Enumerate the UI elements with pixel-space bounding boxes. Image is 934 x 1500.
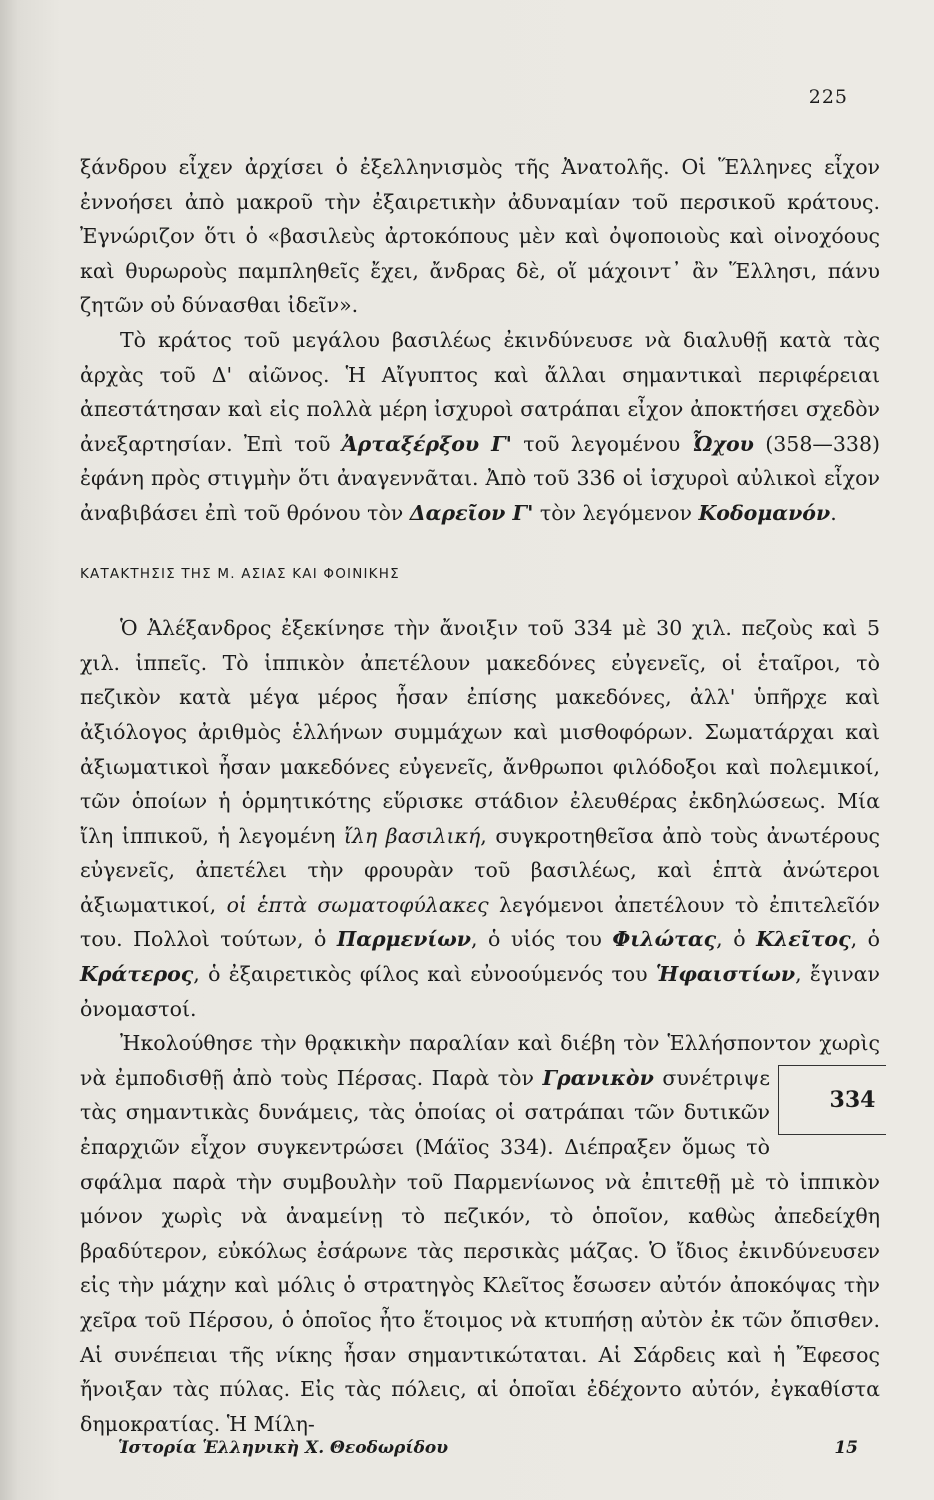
name-granicus: Γρανικὸν (542, 1065, 654, 1090)
page-footer (118, 1438, 858, 1458)
text-run: συνέτριψε τὰς σημαντικὰς δυνάμεις, τὰς ὁποίας οἱ σατράπαι τῶν δυτικῶν ἐπαρχιῶν εἶχον συγκεντρώσει (Μάϊος 334). Διέπραξεν ὅμως τὸ σφάλμα παρὰ τὴν συμβουλὴν τοῦ Παρμενίωνος νὰ ἐπιτεθῇ μὲ τὸ ἱππικὸν μόνον χωρὶς νὰ ἀναμείνῃ τὸ πεζικόν, τὸ ὁποῖον, καθὼς ἀπεδείχθη βραδύτερον, εὐκόλως ἐσάρωνε τὰς περσικὰς μάζας. Ὁ ἴδιος ἐκινδύνευσεν εἰς τὴν μάχην καὶ μόλις ὁ στρατηγὸς Κλεῖτος ἔσωσεν αὐτόν ἀποκόψας τὴν χεῖρα τοῦ Πέρσου, ὁ ὁποῖος ἦτο ἕτοιμος νὰ κτυπήσῃ αὐτὸν ἐκ τῶν ὄπισθεν. Αἱ συνέπειαι τῆς νίκης ἦσαν σημαντικώταται. Αἱ Σάρδεις καὶ ἡ Ἔφεσος ἤνοιξαν τὰς πύλας. Εἰς τὰς πόλεις, αἱ ὁποῖαι ἐδέχοντο αὐτόν, ἐγκαθίστα δημοκρατίας. Ἡ Μίλη- (80, 1065, 880, 1436)
text-run: , ὁ (850, 927, 880, 952)
text-run: , ὁ υἱός του (471, 927, 613, 952)
name-philotas: Φιλώτας (612, 927, 717, 952)
text-run: , συγκροτηθεῖσα ἀπὸ τοὺς ἀνωτέρους εὐγενεῖς, ἀπετέλει τὴν φρουρὰν τοῦ βασιλέως, καὶ ἑπτὰ ἀνώτεροι ἀξιωματικοί, (80, 823, 880, 917)
italic-somatophylakes: οἱ ἑπτὰ σωματοφύλακες (226, 892, 489, 917)
text-run: τὸν λεγόμενον (533, 500, 699, 525)
section-heading: ΚΑΤΑΚΤΗΣΙΣ ΤΗΣ Μ. ΑΣΙΑΣ ΚΑΙ ΦΟΙΝΙΚΗΣ (80, 565, 400, 582)
text-run: (358—338) ἐφάνη πρὸς στιγμὴν ὅτι ἀναγεννᾶται. Ἀπὸ τοῦ 336 οἱ ἰσχυροὶ αὐλικοὶ εἶχον ἀναβιβάσει ἐπὶ τοῦ θρόνου τὸν (80, 431, 880, 525)
text-run: , ὁ (716, 927, 757, 952)
text-run: τοῦ λεγομένου (511, 431, 692, 456)
page-number: 225 (808, 86, 848, 108)
name-hephaistion: Ἡφαιστίων (655, 962, 796, 987)
name-ochus: Ὦχου (691, 431, 754, 456)
paragraph-granicus (80, 1026, 880, 1441)
paragraph-persian-state (80, 323, 880, 531)
name-kleitos: Κλεῖτος (756, 927, 851, 952)
name-krateros: Κράτερος (80, 962, 194, 987)
margin-date-box: 334 (778, 1065, 886, 1135)
name-parmenion: Παρμενίων (336, 927, 471, 952)
text-run: Ὁ Ἀλέξανδρος ἐξεκίνησε τὴν ἄνοιξιν τοῦ 334 μὲ 30 χιλ. πεζοὺς καὶ 5 χιλ. ἱππεῖς. Τὸ ἱππικὸν ἀπετέλουν μακεδόνες εὐγενεῖς, οἱ ἑταῖροι, τὸ πεζικὸν κατὰ μέγα μέρος ἦσαν ἐπίσης μακεδόνες, ἀλλ' ὑπῆρχε καὶ ἀξιόλογος ἀριθμὸς ἑλλήνων συμμάχων καὶ μισθοφόρων. Σωματάρχαι καὶ ἀξιωματικοὶ ἦσαν μακεδόνες εὐγενεῖς, ἄνθρωποι φιλόδοξοι καὶ πολεμικοί, τῶν ὁποίων ἡ ὁρμητικότης εὕρισκε στάδιον ἐλευθέρας ἐκδηλώσεως. Μία ἴλη ἱππικοῦ, ἡ λεγομένη (80, 616, 880, 848)
text-run: Ἠκολούθησε τὴν θρᾳκικὴν παραλίαν καὶ διέβη τὸν Ἑλλήσποντον χωρὶς νὰ ἐμποδισθῇ ἀπὸ τοὺς Πέρσας. Παρὰ τὸν (80, 1031, 880, 1090)
italic-ile-basilike: ἴλη βασιλική (343, 823, 481, 848)
paragraph-intro: ξάνδρου εἶχεν ἀρχίσει ὁ ἐξελληνισμὸς τῆς Ἀνατολῆς. Οἱ Ἕλληνες εἶχον ἐννοήσει ἀπὸ μακροῦ τὴν ἐξαιρετικὴν ἀδυναμίαν τοῦ περσικοῦ κράτους. Ἐγνώριζον ὅτι ὁ «βασιλεὺς ἀρτοκόπους μὲν καὶ ὀψοποιοὺς καὶ οἰνοχόους καὶ θυρωροὺς παμπληθεῖς ἔχει, ἄνδρας δὲ, οἵ μάχοιντ᾽ ἂν Ἕλλησι, πάνυ ζητῶν οὐ δύνασθαι ἰδεῖν». (80, 155, 880, 318)
body-text (80, 150, 880, 1441)
footer-signature-number: 15 (834, 1438, 858, 1458)
name-artaxerxes: Ἀρταξέρξου Γ' (341, 431, 512, 456)
name-darius: Δαρεῖον Γ' (409, 500, 534, 525)
text-run: Τὸ κράτος τοῦ μεγάλου βασιλέως ἐκινδύνευσε νὰ διαλυθῇ κατὰ τὰς ἀρχὰς τοῦ Δ' αἰῶνος. Ἡ Αἴγυπτος καὶ ἄλλαι σημαντικαὶ περιφέρειαι ἀπεστάτησαν καὶ εἰς πολλὰ μέρη ἰσχυροὶ σατράπαι εἶχον ἀποκτήσει σχεδὸν ἀνεξαρτησίαν. Ἐπὶ τοῦ (80, 327, 880, 456)
text-run: λεγόμενοι ἀπετέλουν τὸ ἐπιτελεῖόν του. Πολλοὶ τούτων, ὁ (80, 892, 880, 952)
text-run: . (830, 500, 837, 525)
text-run: , ἔγιναν ὀνομαστοί. (80, 962, 880, 1021)
name-codomanus: Κοδομανόν (698, 500, 831, 525)
text-run: , ὁ ἐξαιρετικὸς φίλος καὶ εὐνοούμενός του (193, 962, 656, 987)
paragraph-army (80, 611, 880, 1026)
footer-book-title: Ἱστορία Ἑλληνικὴ Χ. Θεοδωρίδου (118, 1438, 449, 1458)
